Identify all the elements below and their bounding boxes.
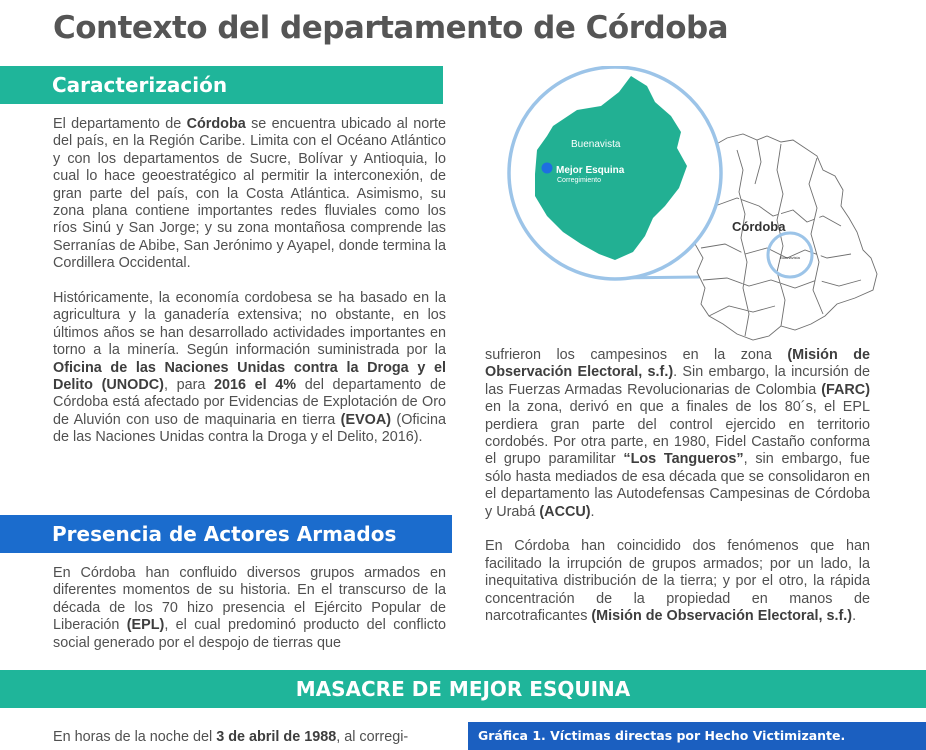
bold-phrase: (EVOA) [340, 411, 392, 428]
place-label: Mejor Esquina [556, 165, 625, 176]
caracterizacion-text [53, 116, 446, 464]
bold-phrase: 2016 el 4% [214, 377, 297, 394]
paragraph: Históricamente, la economía cordobesa se ha basado en la agricultura y la ganadería extensiva; no obstante, en los últimos años se han desarrollado actividades importantes en torno a la minería. Según información suministrada por la Oficina de las Naciones Unidas contra la Droga y el Delito (UNODC), para 2016 el 4% del departamento de Córdoba está afectado por Evidencias de Explotación de Oro de Aluvión con uso de maquinaria en tierra (EVOA) (Oficina de las Naciones Unidas contra la Droga y el Delito, 2016). [53, 290, 446, 446]
section-heading-caracterizacion: Caracterización [0, 66, 443, 104]
section-heading-masacre: MASACRE DE MEJOR ESQUINA [0, 670, 926, 708]
location-marker [542, 163, 553, 174]
inset-small-label: Buenavista [780, 255, 800, 260]
cordoba-map [505, 66, 926, 356]
page-title: Contexto del departamento de Córdoba [53, 10, 729, 46]
masacre-text [53, 729, 453, 750]
paragraph: En Córdoba han coincidido dos fenómenos que han facilitado la irrupción de grupos armados; por un lado, la inequitativa distribución de la tierra; y por el otro, la rápida concentración de la propiedad en manos de narcotraficantes (Misión de Observación Electoral, s.f.). [485, 538, 870, 625]
department-label: Córdoba [732, 219, 786, 234]
bold-phrase: (Misión de Observación Electoral, s.f.) [591, 608, 853, 625]
paragraph: En Córdoba han confluido diversos grupos armados en diferentes momentos de su historia. En el transcurso de la década de los 70 hizo presencia el Ejército Popular de Liberación (EPL), el cual predominó producto del conflicto social generado por el despojo de tierras que [53, 565, 446, 651]
right-column-text [485, 347, 870, 643]
grafica-title: Gráfica 1. Víctimas directas por Hecho Victimizante. [468, 722, 926, 750]
municipality-label: Buenavista [571, 139, 621, 150]
paragraph: El departamento de Córdoba se encuentra ubicado al norte del país, en la Región Caribe. Limita con el Océano Atlántico y con los departamentos de Sucre, Bolívar y Antioquia, lo cual lo hace geoestratégico al permitir la interconexión, de gran parte del país, con la Costa Atlántica. Asimismo, su zona plana contiene importantes redes fluviales como los ríos Sinú y San Jorge; y su zona montañosa comprende las Serranías de Abibe, San Jerónimo y Ayapel, donde termina la Cordillera Occidental. [53, 116, 447, 272]
bold-phrase: (EPL) [126, 617, 165, 634]
bold-phrase: Córdoba [186, 116, 246, 132]
bold-phrase: Oficina de las Naciones Unidas contra la Droga y el Delito (UNODC) [53, 359, 446, 394]
section-heading-presencia: Presencia de Actores Armados [0, 515, 452, 553]
paragraph: En horas de la noche del 3 de abril de 1988, al corregi- [53, 729, 409, 745]
paragraph: sufrieron los campesinos en la zona (Misión de Observación Electoral, s.f.). Sin embargo, la incursión de las Fuerzas Armadas Revolucionarias de Colombia (FARC) en la zona, derivó en que a finales de los 80´s, el EPL perdiera gran parte del control ejercido en territorio cordobés. Por otra parte, en 1980, Fidel Castaño conforma el grupo paramilitar “Los Tangueros”, sin embargo, fue sólo hasta mediados de esa década que se consolidaron en el departamento las Autodefensas Campesinas de Córdoba y Urabá (ACCU). [485, 347, 870, 520]
place-sublabel: Corregimiento [557, 177, 601, 184]
bold-phrase: “Los Tangueros” [623, 451, 744, 468]
bold-phrase: (FARC) [821, 381, 870, 398]
bold-phrase: (Misión de Observación Electoral, s.f.) [485, 347, 870, 381]
bold-phrase: 3 de abril de 1988 [216, 729, 337, 745]
presencia-text [53, 565, 446, 669]
bold-phrase: (ACCU) [539, 503, 591, 520]
